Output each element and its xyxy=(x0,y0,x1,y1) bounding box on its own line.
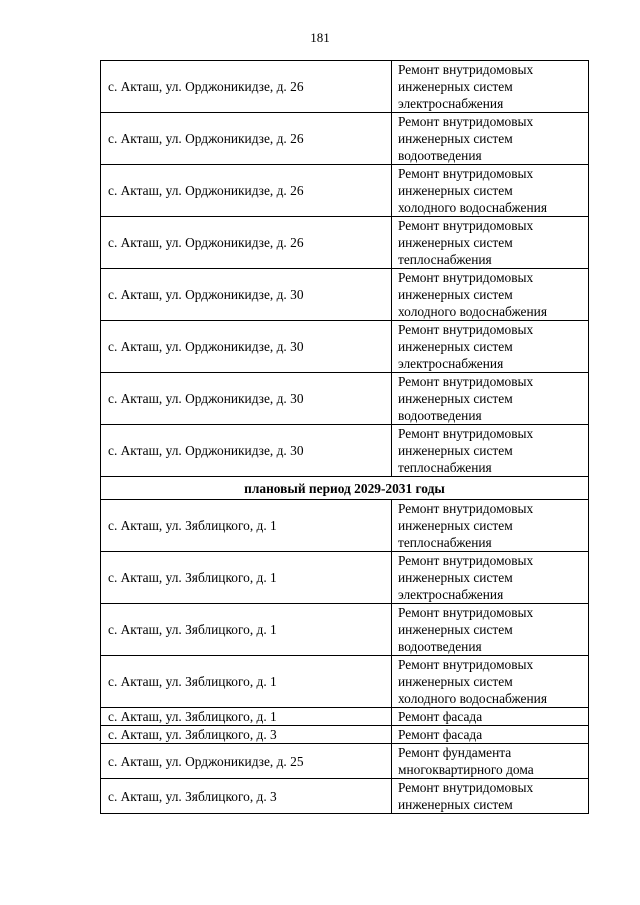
work-type-line: холодного водоснабжения xyxy=(398,200,547,215)
address-cell: с. Акташ, ул. Зяблицкого, д. 1 xyxy=(101,604,392,656)
page-number: 181 xyxy=(310,30,330,45)
work-type-line: инженерных систем xyxy=(398,570,513,585)
address-cell: с. Акташ, ул. Зяблицкого, д. 1 xyxy=(101,656,392,708)
work-type-line: водоотведения xyxy=(398,639,482,654)
table-row xyxy=(101,165,589,217)
section-title: плановый период 2029-2031 годы xyxy=(101,477,589,500)
table-row xyxy=(101,552,589,604)
table-row xyxy=(101,373,589,425)
work-type-line: теплоснабжения xyxy=(398,460,492,475)
table-row xyxy=(101,656,589,708)
work-type-cell xyxy=(392,373,589,425)
address-cell: с. Акташ, ул. Орджоникидзе, д. 26 xyxy=(101,165,392,217)
table-row xyxy=(101,217,589,269)
work-type-line: водоотведения xyxy=(398,148,482,163)
work-type-line: многоквартирного дома xyxy=(398,762,534,777)
work-type-line: инженерных систем xyxy=(398,183,513,198)
work-type-line: инженерных систем xyxy=(398,287,513,302)
work-type-line: Ремонт внутридомовых xyxy=(398,218,534,233)
address-cell: с. Акташ, ул. Орджоникидзе, д. 26 xyxy=(101,61,392,113)
address-cell: с. Акташ, ул. Орджоникидзе, д. 26 xyxy=(101,113,392,165)
work-type-line: холодного водоснабжения xyxy=(398,691,547,706)
work-type-line: Ремонт внутридомовых xyxy=(398,62,534,77)
work-type-line: Ремонт внутридомовых xyxy=(398,270,534,285)
work-type-line: Ремонт внутридомовых xyxy=(398,114,534,129)
work-type-line: инженерных систем xyxy=(398,518,513,533)
work-type-line: инженерных систем xyxy=(398,674,513,689)
works-table xyxy=(100,60,589,814)
work-type-line: Ремонт внутридомовых xyxy=(398,374,534,389)
work-type-line: инженерных систем xyxy=(398,79,513,94)
work-type-line: Ремонт внутридомовых xyxy=(398,605,534,620)
table-row xyxy=(101,321,589,373)
work-type-line: Ремонт фасада xyxy=(398,727,483,742)
work-type-line: инженерных систем xyxy=(398,797,513,812)
address-cell: с. Акташ, ул. Зяблицкого, д. 3 xyxy=(101,779,392,814)
work-type-line: теплоснабжения xyxy=(398,535,492,550)
work-type-cell xyxy=(392,552,589,604)
work-type-cell xyxy=(392,321,589,373)
work-type-line: инженерных систем xyxy=(398,131,513,146)
work-type-line: Ремонт внутридомовых xyxy=(398,780,534,795)
work-type-cell xyxy=(392,656,589,708)
work-type-cell xyxy=(392,425,589,477)
section-header-row xyxy=(101,477,589,500)
address-cell: с. Акташ, ул. Зяблицкого, д. 1 xyxy=(101,552,392,604)
work-type-cell xyxy=(392,744,589,779)
work-type-line: Ремонт внутридомовых xyxy=(398,501,534,516)
work-type-line: электроснабжения xyxy=(398,96,504,111)
work-type-line: инженерных систем xyxy=(398,443,513,458)
work-type-line: инженерных систем xyxy=(398,622,513,637)
address-cell: с. Акташ, ул. Зяблицкого, д. 3 xyxy=(101,726,392,744)
work-type-cell xyxy=(392,113,589,165)
work-type-line: Ремонт внутридомовых xyxy=(398,657,534,672)
work-type-cell xyxy=(392,269,589,321)
work-type-line: электроснабжения xyxy=(398,356,504,371)
work-type-cell xyxy=(392,61,589,113)
address-cell: с. Акташ, ул. Орджоникидзе, д. 25 xyxy=(101,744,392,779)
work-type-line: Ремонт фасада xyxy=(398,709,483,724)
table-row xyxy=(101,500,589,552)
work-type-cell xyxy=(392,165,589,217)
address-cell: с. Акташ, ул. Орджоникидзе, д. 26 xyxy=(101,217,392,269)
work-type-cell xyxy=(392,779,589,814)
work-type-line: инженерных систем xyxy=(398,339,513,354)
work-type-line: Ремонт внутридомовых xyxy=(398,322,534,337)
work-type-cell xyxy=(392,500,589,552)
table-row xyxy=(101,61,589,113)
work-type-line: Ремонт фундамента xyxy=(398,745,512,760)
work-type-line: электроснабжения xyxy=(398,587,504,602)
work-type-cell xyxy=(392,217,589,269)
work-type-cell xyxy=(392,708,589,726)
address-cell: с. Акташ, ул. Зяблицкого, д. 1 xyxy=(101,708,392,726)
address-cell: с. Акташ, ул. Орджоникидзе, д. 30 xyxy=(101,373,392,425)
work-type-line: инженерных систем xyxy=(398,235,513,250)
work-type-line: Ремонт внутридомовых xyxy=(398,553,534,568)
work-type-cell xyxy=(392,604,589,656)
table-row xyxy=(101,113,589,165)
work-type-line: теплоснабжения xyxy=(398,252,492,267)
table-row xyxy=(101,269,589,321)
work-type-line: холодного водоснабжения xyxy=(398,304,547,319)
table-row xyxy=(101,604,589,656)
address-cell: с. Акташ, ул. Орджоникидзе, д. 30 xyxy=(101,425,392,477)
table-row xyxy=(101,425,589,477)
work-type-line: инженерных систем xyxy=(398,391,513,406)
work-type-line: водоотведения xyxy=(398,408,482,423)
work-type-line: Ремонт внутридомовых xyxy=(398,426,534,441)
table-row xyxy=(101,779,589,814)
works-table-body xyxy=(101,61,589,814)
address-cell: с. Акташ, ул. Орджоникидзе, д. 30 xyxy=(101,269,392,321)
table-row xyxy=(101,726,589,744)
table-row xyxy=(101,744,589,779)
address-cell: с. Акташ, ул. Орджоникидзе, д. 30 xyxy=(101,321,392,373)
table-row xyxy=(101,708,589,726)
address-cell: с. Акташ, ул. Зяблицкого, д. 1 xyxy=(101,500,392,552)
work-type-line: Ремонт внутридомовых xyxy=(398,166,534,181)
work-type-cell xyxy=(392,726,589,744)
